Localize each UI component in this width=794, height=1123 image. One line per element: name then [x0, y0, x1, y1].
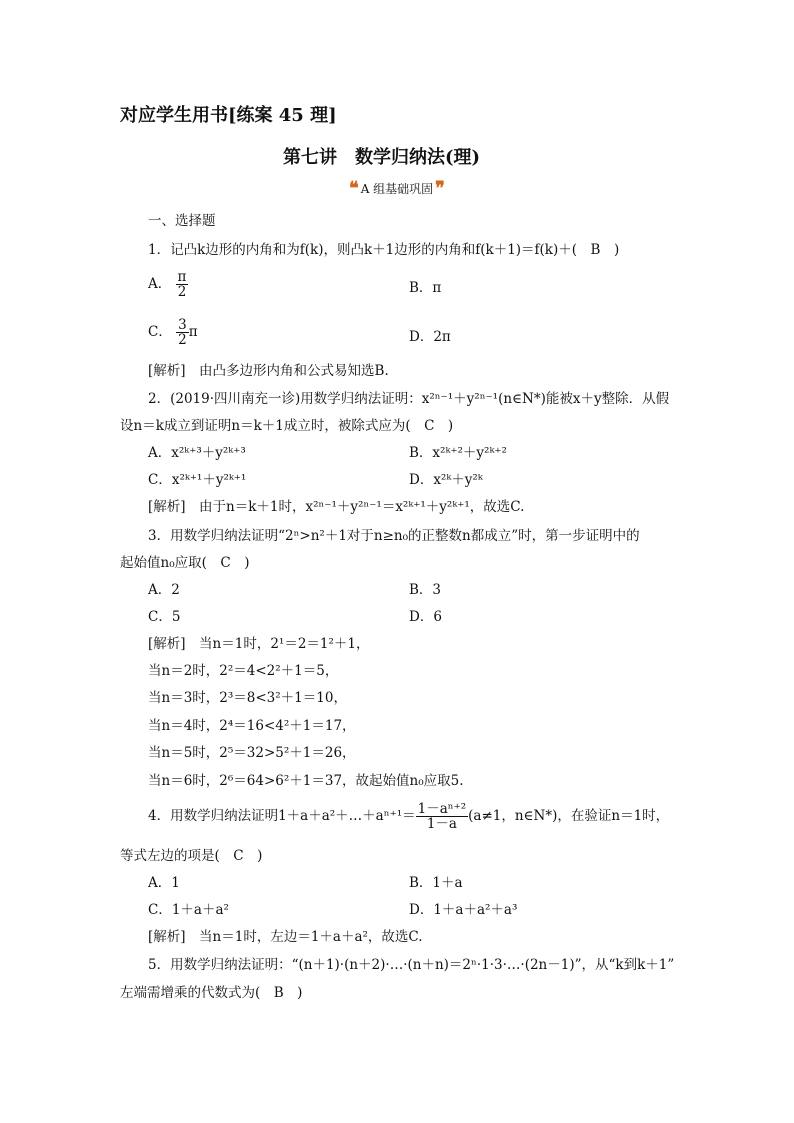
question-1-analysis: [解析] 由凸多边形内角和公式易知选B.: [148, 363, 389, 379]
question-4-stem-line2: 等式左边的项是( C ): [120, 848, 263, 864]
question-2-option-c: C．x²ᵏ⁺¹＋y²ᵏ⁺¹: [148, 472, 247, 488]
question-2-analysis: [解析] 由于n＝k＋1时，x²ⁿ⁻¹＋y²ⁿ⁻¹＝x²ᵏ⁺¹＋y²ᵏ⁺¹，故选C.: [148, 499, 525, 515]
question-1-stem: 1．记凸k边形的内角和为f(k)，则凸k＋1边形的内角和f(k＋1)＝f(k)＋( B ): [148, 242, 620, 258]
close-quote-icon: ❞: [435, 177, 445, 199]
question-2-stem-line1: 2．(2019·四川南充一诊)用数学归纳法证明：x²ⁿ⁻¹＋y²ⁿ⁻¹(n∈N*)能被x＋y整除．从假: [148, 391, 670, 407]
question-3-option-a: A．2: [148, 582, 180, 598]
question-3-option-b: B．3: [409, 582, 442, 598]
question-4-option-d: D．1＋a＋a²＋a³: [409, 902, 518, 918]
question-4-option-a: A．1: [148, 875, 180, 891]
question-5-stem-line2: 左端需增乘的代数式为( B ): [120, 985, 303, 1001]
question-2-stem-line2: 设n＝k成立到证明n＝k＋1成立时，被除式应为( C ): [120, 418, 454, 434]
section-badge: [349, 177, 445, 199]
question-3-analysis-line: 当n＝4时，2⁴＝16<4²＋1＝17，: [148, 718, 356, 734]
question-3-stem-line2: 起始值n₀应取( C ): [120, 555, 250, 571]
question-3-stem-line1: 3．用数学归纳法证明“2ⁿ>n²＋1对于n≥n₀的正整数n都成立”时，第一步证明中的: [148, 528, 640, 544]
question-4-stem-line1: 4．用数学归纳法证明1＋a＋a²＋…＋aⁿ⁺¹＝ $\frac{\text{1－aⁿ⁺²}}{1-a}$ (a≠1，n∈N*)，在验证n＝1时，: [148, 801, 670, 832]
question-3-analysis-line: 当n＝6时，2⁶＝64>6²＋1＝37，故起始值n₀应取5.: [148, 773, 464, 789]
question-3-analysis-line: 当n＝2时，2²＝4<2²＋1＝5，: [148, 663, 339, 679]
question-2-option-a: A．x²ᵏ⁺³＋y²ᵏ⁺³: [148, 445, 246, 461]
question-1-option-c: C． $\frac{3}{2}$ π: [148, 317, 198, 348]
question-1-option-d: D．2π: [409, 329, 451, 345]
question-2-option-d: D．x²ᵏ＋y²ᵏ: [409, 472, 483, 488]
question-3-option-c: C．5: [148, 609, 181, 625]
question-3-option-d: D．6: [409, 609, 442, 625]
question-1-option-b: B．π: [409, 280, 442, 296]
question-3-analysis-line: 当n＝3时，2³＝8<3²＋1＝10，: [148, 690, 347, 706]
question-4-analysis: [解析] 当n＝1时，左边＝1＋a＋a²，故选C.: [148, 929, 423, 945]
book-label: 对应学生用书[练案 45 理]: [120, 105, 337, 126]
section-heading: 一、选择题: [148, 213, 216, 229]
question-2-option-b: B．x²ᵏ⁺²＋y²ᵏ⁺²: [409, 445, 507, 461]
question-1-option-a: A． $\frac{\pi}{2}$: [148, 269, 187, 300]
page-title: 第七讲 数学归纳法(理): [283, 147, 481, 168]
fraction: $\frac{\text{1－aⁿ⁺²}}{1-a}$: [417, 801, 467, 832]
question-4-option-b: B．1＋a: [409, 875, 463, 891]
question-5-stem-line1: 5．用数学归纳法证明：“(n＋1)·(n＋2)·…·(n＋n)＝2ⁿ·1·3·…·(2n－1)”，从“k到k＋1”: [148, 957, 675, 973]
question-3-analysis-line: [解析] 当n＝1时，2¹＝2＝1²＋1，: [148, 636, 370, 652]
question-4-option-c: C．1＋a＋a²: [148, 902, 229, 918]
question-3-analysis-line: 当n＝5时，2⁵＝32>5²＋1＝26，: [148, 745, 356, 761]
open-quote-icon: ❝: [349, 177, 359, 199]
badge-label: A 组基础巩固: [360, 182, 434, 196]
